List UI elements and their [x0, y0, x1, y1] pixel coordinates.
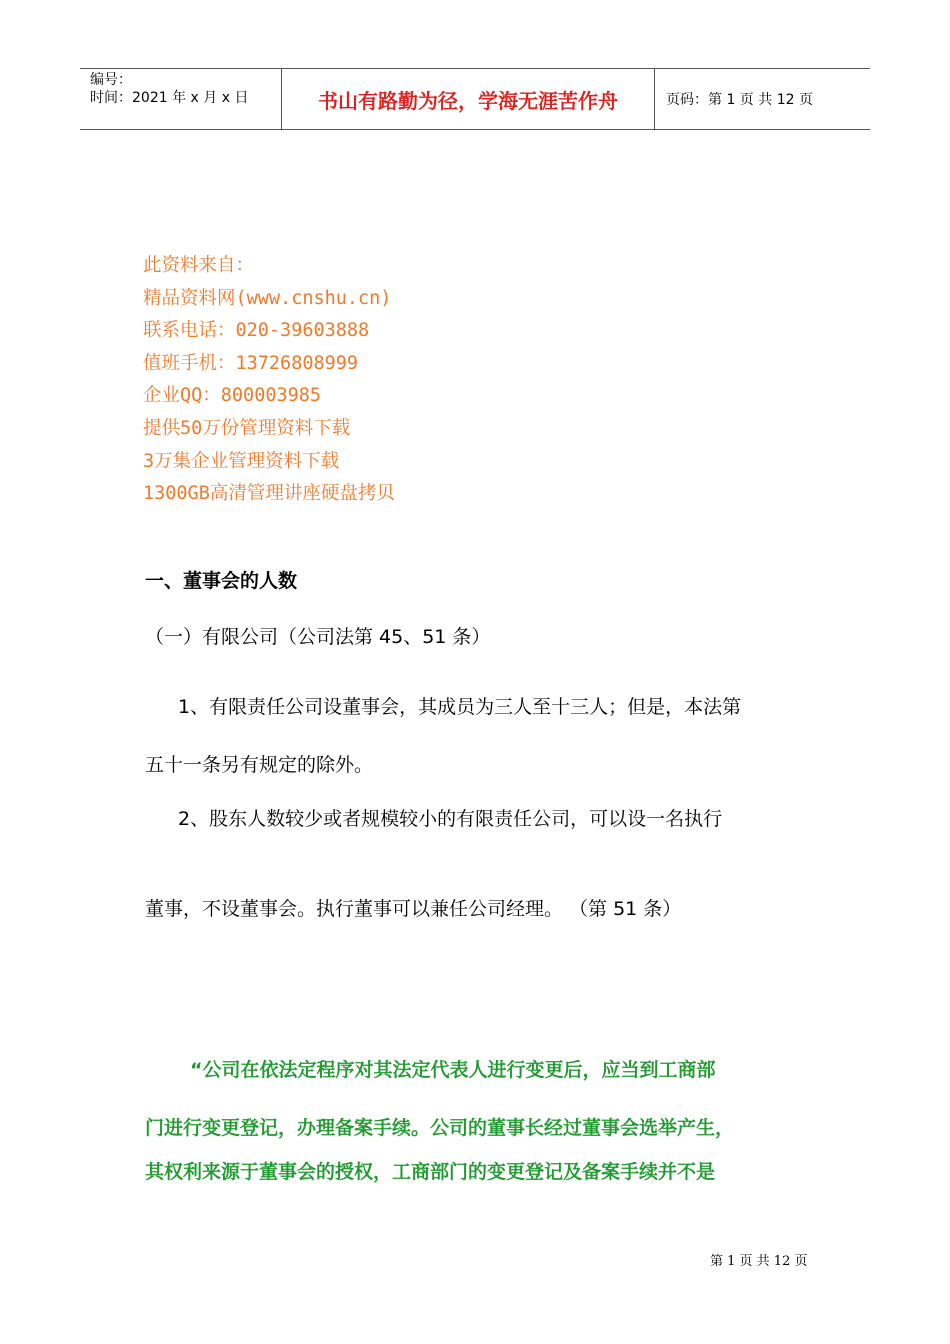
section-title: 一、董事会的人数	[145, 570, 298, 592]
page-header	[80, 68, 870, 130]
source-info-block	[143, 250, 395, 511]
paragraph-2-line-2: 董事，不设董事会。执行董事可以兼任公司经理。 （第 51 条）	[145, 898, 682, 920]
source-line: 此资料来自：	[143, 255, 255, 276]
header-meta	[90, 71, 248, 107]
paragraph-2-line-1: 2、股东人数较少或者规模较小的有限责任公司，可以设一名执行	[178, 808, 723, 830]
source-line: 提供50万份管理资料下载	[143, 417, 351, 439]
header-divider	[654, 69, 655, 129]
source-line: 1300GB高清管理讲座硬盘拷贝	[143, 483, 395, 505]
quote-line-2: 门进行变更登记，办理备案手续。公司的董事长经过董事会选举产生，	[145, 1117, 735, 1139]
source-line: 值班手机：13726808999	[143, 352, 359, 374]
subsection-title: （一）有限公司（公司法第 45、51 条）	[145, 626, 491, 648]
header-number: 编号：	[90, 72, 132, 88]
header-motto: 书山有路勤为径，学海无涯苦作舟	[318, 88, 618, 113]
source-line: 联系电话：020-39603888	[143, 320, 370, 342]
header-page-number: 页码：第 1 页 共 12 页	[666, 92, 813, 108]
paragraph-1-line-1: 1、有限责任公司设董事会，其成员为三人至十三人；但是，本法第	[178, 696, 742, 718]
source-line: 3万集企业管理资料下载	[143, 450, 340, 472]
page-footer: 第 1 页 共 12 页	[710, 1254, 808, 1269]
quote-line-1: “公司在依法定程序对其法定代表人进行变更后，应当到工商部	[190, 1059, 716, 1081]
header-time: 时间：2021 年 x 月 x 日	[90, 90, 249, 106]
source-line: 精品资料网(www.cnshu.cn)	[143, 287, 392, 309]
quote-line-3: 其权利来源于董事会的授权，工商部门的变更登记及备案手续并不是	[145, 1161, 716, 1183]
paragraph-1-line-2: 五十一条另有规定的除外。	[145, 754, 374, 776]
source-line: 企业QQ：800003985	[143, 385, 322, 407]
